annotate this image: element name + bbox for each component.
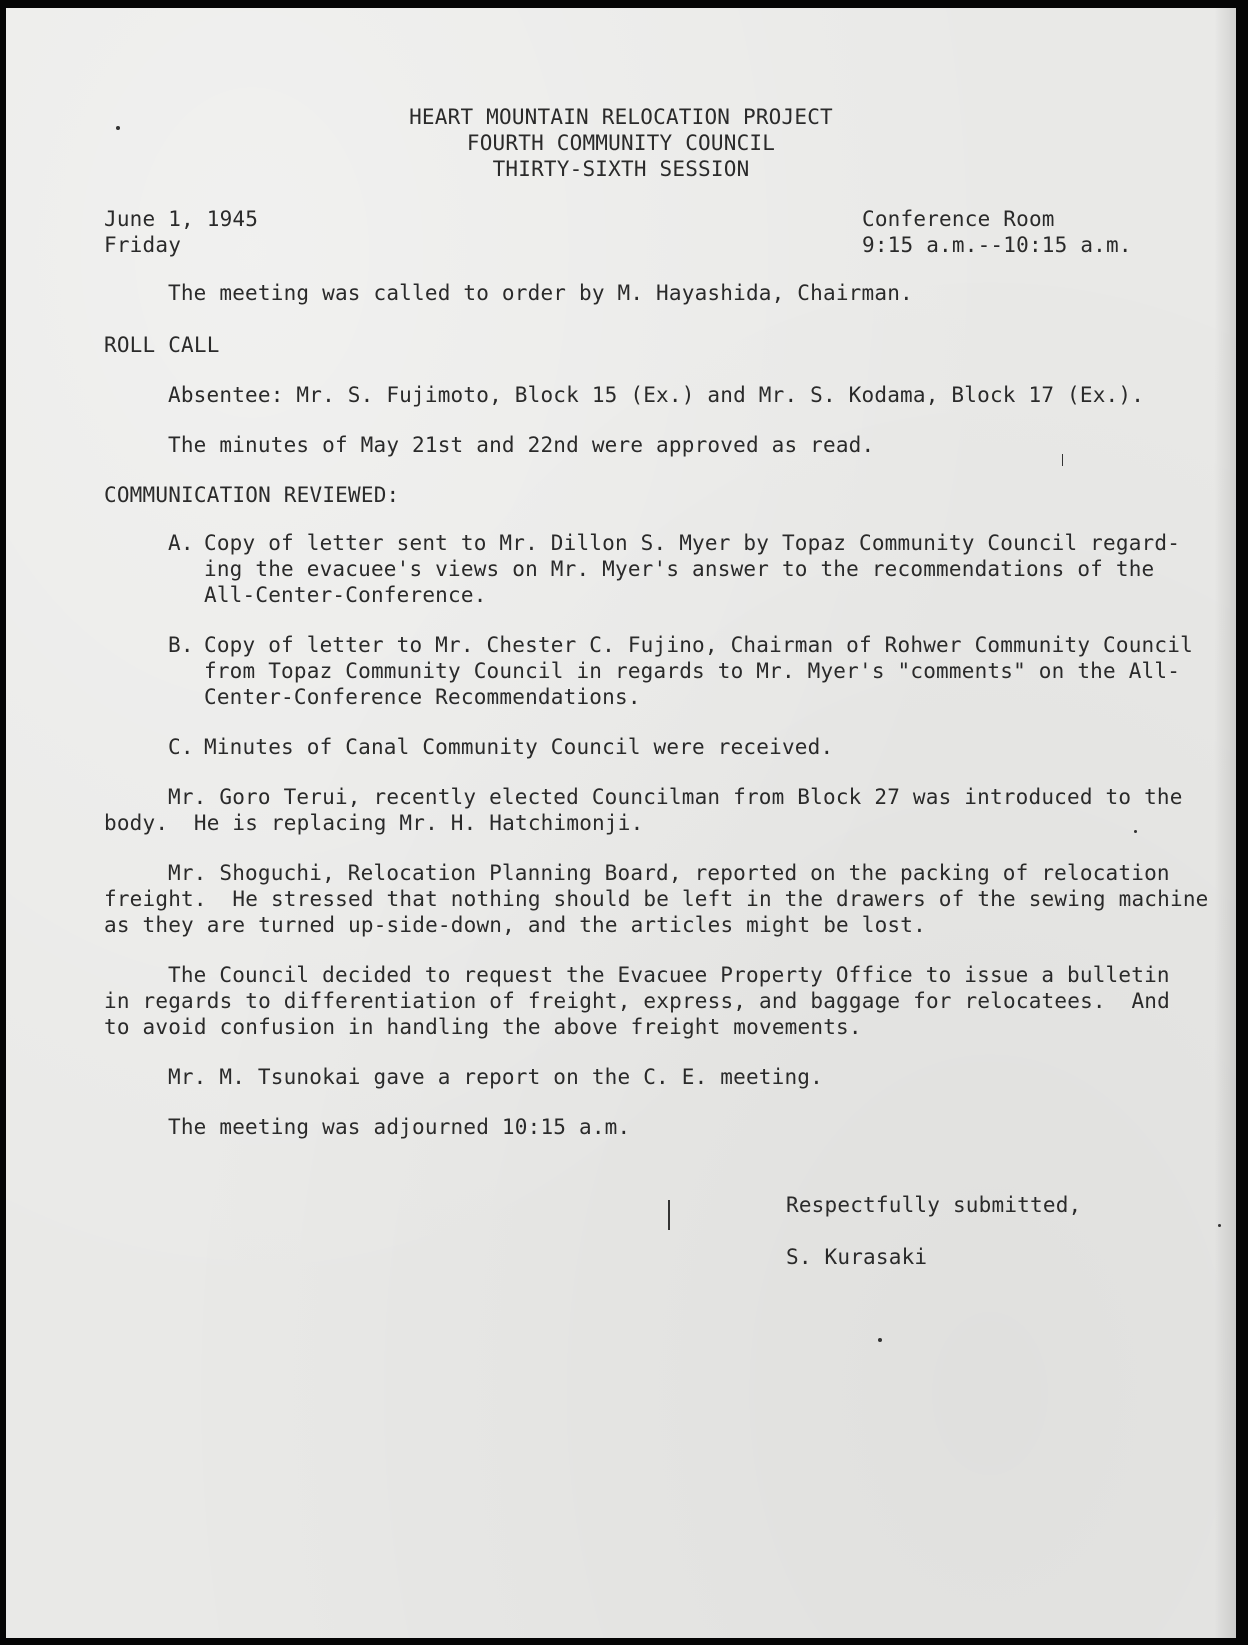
item-letter: B.: [168, 633, 194, 657]
item-line: Copy of letter sent to Mr. Dillon S. Myer by Topaz Community Council regard-: [204, 531, 1181, 555]
roll-call-heading: ROLL CALL: [104, 333, 220, 357]
scan-speck: [878, 1338, 882, 1342]
scan-speck: [1134, 830, 1137, 833]
minutes-approval: The minutes of May 21st and 22nd were approved as read.: [168, 433, 875, 457]
paragraph-line: in regards to differentiation of freight, express, and baggage for relocatees. And: [104, 989, 1170, 1013]
item-line: from Topaz Community Council in regards to Mr. Myer's "comments" on the All-: [204, 659, 1181, 683]
item-letter: C.: [168, 735, 194, 759]
item-line: Minutes of Canal Community Council were received.: [204, 735, 834, 759]
adjournment-line: The meeting was adjourned 10:15 a.m.: [168, 1115, 631, 1139]
item-line: Copy of letter to Mr. Chester C. Fujino, Chairman of Rohwer Community Council: [204, 633, 1193, 657]
document-page: [6, 8, 1236, 1638]
paragraph-line: to avoid confusion in handling the above freight movements.: [104, 1015, 862, 1039]
paragraph-line: as they are turned up-side-down, and the articles might be lost.: [104, 913, 926, 937]
paragraph-line: Mr. Goro Terui, recently elected Councilman from Block 27 was introduced to the: [168, 785, 1183, 809]
header-project-title: HEART MOUNTAIN RELOCATION PROJECT: [409, 105, 833, 129]
meeting-time: 9:15 a.m.--10:15 a.m.: [862, 233, 1132, 257]
item-line: Center-Conference Recommendations.: [204, 685, 641, 709]
meeting-date: June 1, 1945: [104, 207, 259, 231]
item-letter: A.: [168, 531, 194, 555]
header-session-title: THIRTY-SIXTH SESSION: [492, 157, 750, 181]
item-line: All-Center-Conference.: [204, 583, 487, 607]
paragraph-line: Mr. Shoguchi, Relocation Planning Board, reported on the packing of relocation: [168, 861, 1170, 885]
scan-mark: [1062, 454, 1063, 466]
opening-statement: The meeting was called to order by M. Hayashida, Chairman.: [168, 281, 913, 305]
paragraph-line: The Council decided to request the Evacuee Property Office to issue a bulletin: [168, 963, 1170, 987]
header-council-title: FOURTH COMMUNITY COUNCIL: [466, 131, 776, 155]
communications-heading: COMMUNICATION REVIEWED:: [104, 483, 400, 507]
paragraph-line: body. He is replacing Mr. H. Hatchimonji.: [104, 811, 644, 835]
meeting-day: Friday: [104, 233, 182, 257]
page-shadow-edge: [1214, 8, 1236, 1638]
scan-speck: [116, 126, 120, 130]
item-line: ing the evacuee's views on Mr. Myer's answer to the recommendations of the: [204, 557, 1155, 581]
scan-mark: [668, 1200, 670, 1230]
meeting-location: Conference Room: [862, 207, 1055, 231]
paragraph-line: freight. He stressed that nothing should be left in the drawers of the sewing machine: [104, 887, 1209, 911]
tsunokai-report: Mr. M. Tsunokai gave a report on the C. E. meeting.: [168, 1065, 823, 1089]
signature-closing: Respectfully submitted,: [786, 1193, 1082, 1217]
signature-name: S. Kurasaki: [786, 1245, 928, 1269]
scan-speck: [1218, 1224, 1221, 1227]
absentee-line: Absentee: Mr. S. Fujimoto, Block 15 (Ex.) and Mr. S. Kodama, Block 17 (Ex.).: [168, 383, 1145, 407]
